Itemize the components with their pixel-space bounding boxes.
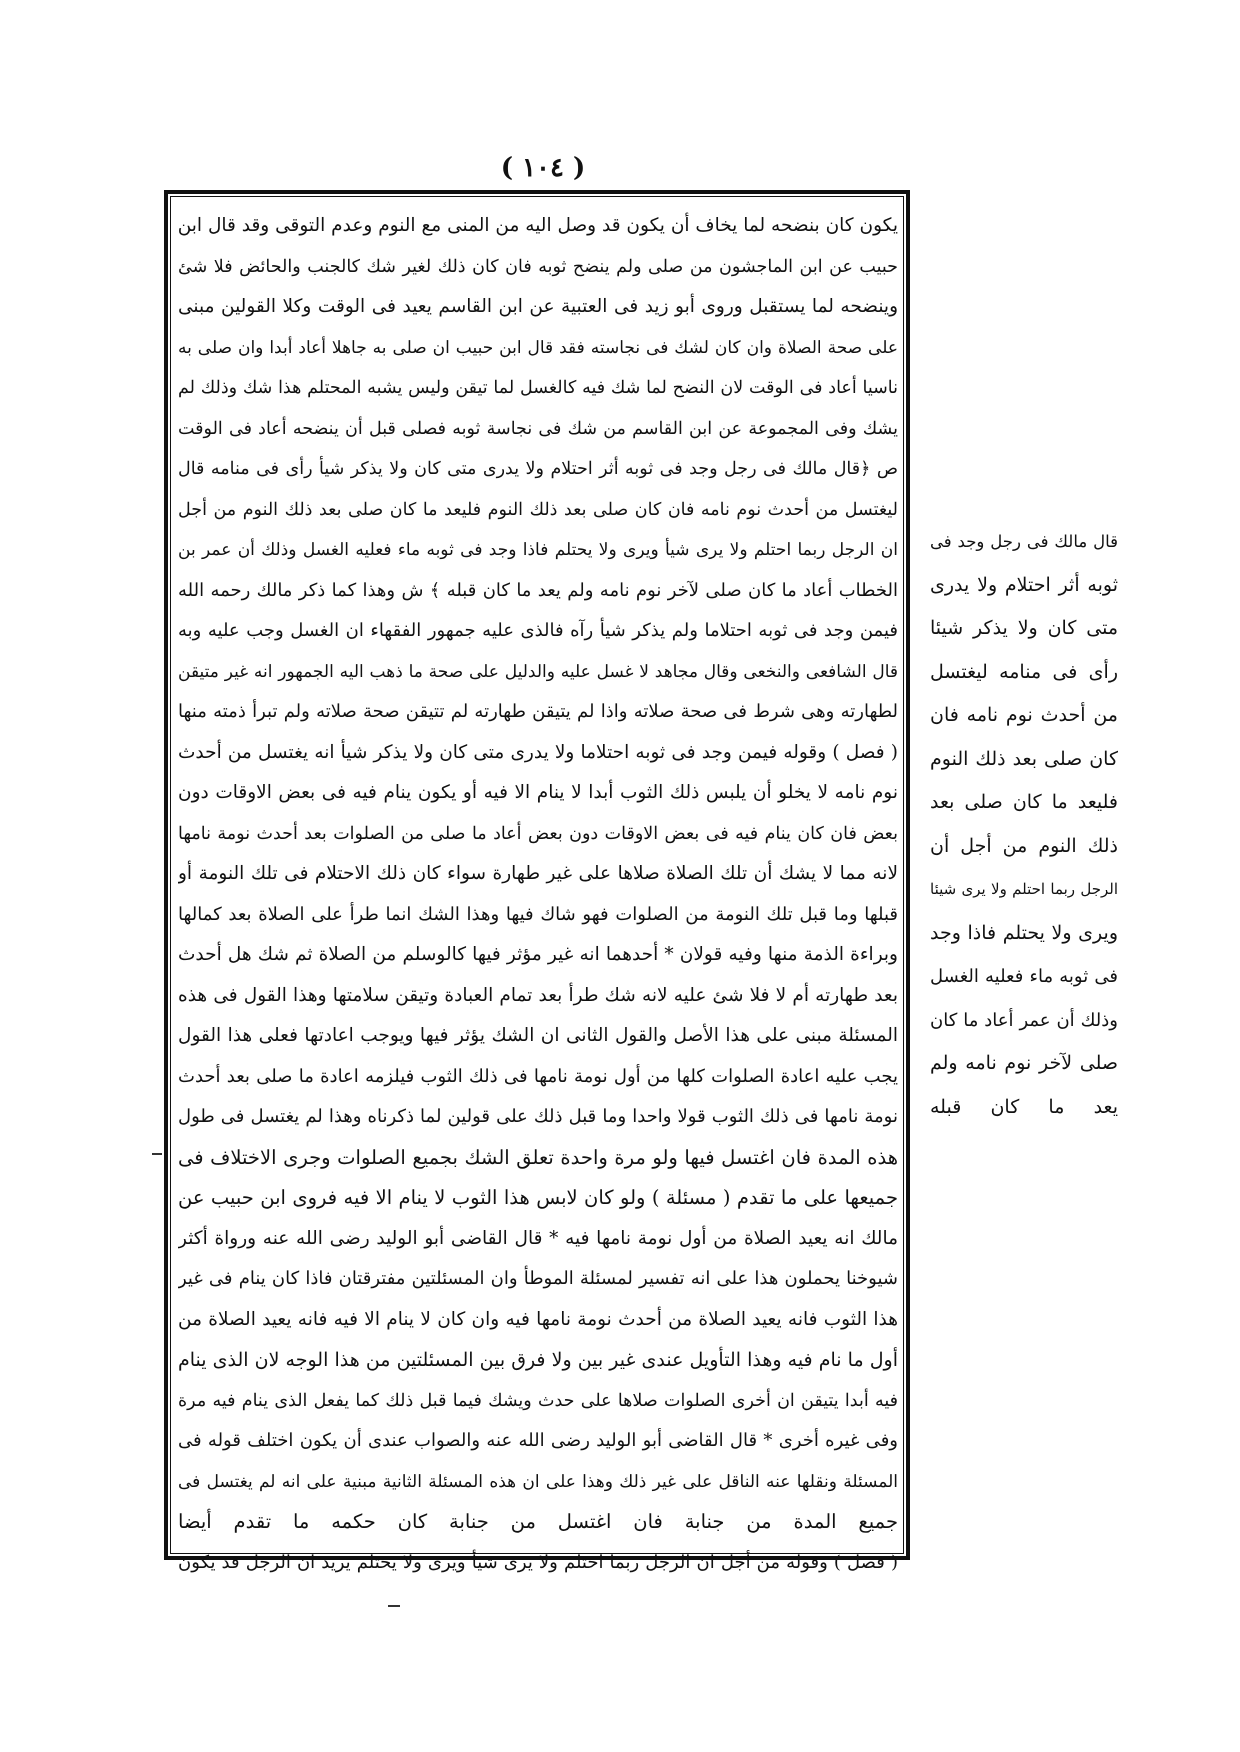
text-line: ( فصل ) وقوله فيمن وجد فى ثوبه احتلاما ولا يدرى متى كان ولا يذكر شيأ انه يغتسل من أحدث [178, 741, 898, 763]
text-line: هذه المدة فان اغتسل فيها ولو مرة واحدة تعلق الشك بجميع الصلوات وجرى الاختلاف فى [178, 1145, 898, 1169]
scan-mark [152, 1153, 162, 1155]
text-line: نومة نامها فى ذلك الثوب قولا واحدا وما قبل ذلك على قولين لما ذكرناه وهذا لم يغتسل فى طول [178, 1106, 898, 1127]
margin-line: من أحدث نوم نامه فان [930, 704, 1118, 726]
margin-line: فليعد ما كان صلى بعد [930, 791, 1118, 813]
margin-line: ثوبه أثر احتلام ولا يدرى [930, 573, 1118, 596]
text-line: ص ﴿قال مالك فى رجل وجد فى ثوبه أثر احتلام ولا يدرى متى كان ولا يذكر شيأ رأى فى منامه قال [178, 459, 898, 479]
text-line: جميعها على ما تقدم ( مسئلة ) ولو كان لابس هذا الثوب لا ينام الا فيه فروى ابن حبيب عن [178, 1186, 898, 1209]
margin-note-column [930, 520, 1118, 1129]
text-line: وفى غيره أخرى * قال القاضى أبو الوليد رضى الله عنه والصواب عندى أن يكون اختلف قوله فى [178, 1430, 898, 1451]
text-line: الخطاب أعاد ما كان صلى لآخر نوم نامه ولم يعد ما كان قبله ﴾ ش وهذا كما ذكر مالك رحمه الله [178, 579, 898, 601]
text-line: يشك وفى المجموعة عن ابن القاسم من شك فى نجاسة ثوبه فصلى قبل أن ينضحه أعاد فى الوقت [178, 418, 898, 439]
text-line: فيه أبدا يتيقن ان أخرى الصلوات صلاها على حدث ويشك فيما قبل ذلك كما يفعل الذى ينام فيه مرة [178, 1390, 898, 1411]
margin-line: كان صلى بعد ذلك النوم [930, 747, 1118, 770]
text-line: حبيب عن ابن الماجشون من صلى ولم ينضح ثوبه فان كان ذلك لغير شك كالجنب والحائض فلا شئ [178, 256, 898, 277]
margin-line: الرجل ربما احتلم ولا يرى شيئا [930, 880, 1118, 898]
margin-line: ذلك النوم من أجل أن [930, 834, 1118, 857]
text-line: فيمن وجد فى ثوبه احتلاما ولم يذكر شيأ رآه فالذى عليه جمهور الفقهاء ان الغسل وجب عليه وبه [178, 620, 898, 641]
text-line: بعض فان كان ينام فيه فى بعض الاوقات دون بعض أعاد ما صلى من الصلوات بعد أحدث نومة نامها [178, 823, 898, 844]
text-line: جميع المدة من جنابة فان اغتسل من جنابة كان حكمه ما تقدم أيضا [178, 1510, 898, 1533]
margin-line: ويرى ولا يحتلم فاذا وجد [930, 921, 1118, 944]
text-line: يجب عليه اعادة الصلوات كلها من أول نومة نامها فى ذلك الثوب فيلزمه اعادة ما صلى بعد أحدث [178, 1065, 898, 1087]
text-line: قبلها وما قبل تلك النومة من الصلوات فهو شاك فيها وهذا الشك انما طرأ على الصلاة بعد كمالها [178, 903, 898, 925]
text-line: قال الشافعى والنخعى وقال مجاهد لا غسل عليه والدليل على صحة ما ذهب اليه الجمهور انه غير متيقن [178, 661, 898, 682]
text-line: شيوخنا يحملون هذا على انه تفسير لمسئلة الموطأ وان المسئلتين مفترقتان فاذا كان ينام فى غير [178, 1268, 898, 1289]
text-line: لانه مما لا يشك أن تلك الصلاة صلاها على غير طهارة سواء كان ذلك الاحتلام فى تلك النومة أو [178, 863, 898, 884]
text-line: وبراءة الذمة منها وفيه قولان * أحدهما انه غير مؤثر فيها كالوسلم من الصلاة ثم شك هل أحدث [178, 944, 898, 965]
text-line: ليغتسل من أحدث نوم نامه فان كان صلى بعد ذلك النوم فليعد ما كان صلى بعد ذلك النوم من أجل [178, 499, 898, 520]
text-line: أول ما نام فيه وهذا التأويل عندى غير بين ولا فرق بين المسئلتين من هذا الوجه لان الذى ينام [178, 1349, 898, 1371]
margin-line: فى ثوبه ماء فعليه الغسل [930, 966, 1118, 987]
margin-line: صلى لآخر نوم نامه ولم [930, 1052, 1118, 1074]
margin-line: رأى فى منامه ليغتسل [930, 660, 1118, 683]
text-line: المسئلة مبنى على هذا الأصل والقول الثانى ان الشك يؤثر فيها ويوجب اعادتها فعلى هذا القول [178, 1025, 898, 1046]
text-line: ان الرجل ربما احتلم ولا يرى شيأ ويرى ولا يحتلم فاذا وجد فى ثوبه ماء فعليه الغسل وذلك أن عمر بن [178, 540, 898, 560]
margin-line: قال مالك فى رجل وجد فى [930, 532, 1118, 551]
text-line: بعد طهارته أم لا فلا شئ عليه لانه شك طرأ بعد تمام العبادة وتيقن سلامتها وهذا القول فى هذه [178, 984, 898, 1006]
text-line: لطهارته وهى شرط فى صحة صلاته واذا لم يتيقن طهارته لم تتيقن صحة صلاته ولم تبرأ ذمته منها [178, 701, 898, 722]
text-line: مالك انه يعيد الصلاة من أول نومة نامها فيه * قال القاضى أبو الوليد رضى الله عنه ورواة أكثر [178, 1227, 898, 1249]
text-line: وينضحه لما يستقبل وروى أبو زيد فى العتبية عن ابن القاسم يعيد فى الوقت وكلا القولين مبنى [178, 296, 898, 317]
text-line: يكون كان بنضحه لما يخاف أن يكون قد وصل اليه من المنى مع النوم وعدم التوقى وقد قال ابن [178, 215, 898, 236]
main-text-column [178, 206, 898, 1573]
text-line: نوم نامه لا يخلو أن يلبس ذلك الثوب أبدا لا ينام الا فيه أو يكون ينام فيه فى بعض الاوقات دون [178, 782, 898, 803]
page-number: ( ١٠٤ ) [500, 153, 586, 183]
margin-line: يعد ما كان قبله [930, 1095, 1118, 1118]
scan-mark [388, 1605, 400, 1607]
margin-line: متى كان ولا يذكر شيئا [930, 617, 1118, 639]
text-line: ناسيا أعاد فى الوقت لان النضح لما شك فيه كالغسل لما تيقن وليس يشبه المحتلم هذا شك وذلك لم [178, 378, 898, 398]
text-line: ( فصل ) وقوله من أجل ان الرجل ربما احتلم ولا يرى شيأ ويرى ولا يحتلم يريد ان الرجل قد يكون [178, 1551, 898, 1573]
text-line: هذا الثوب فانه يعيد الصلاة من أحدث نومة نامها فيه وان كان لا ينام الا فيه فانه يعيد الصلاة من [178, 1308, 898, 1330]
text-line: المسئلة ونقلها عنه الناقل على غير ذلك وهذا على ان هذه المسئلة الثانية مبنية على انه لم يغتسل فى [178, 1471, 898, 1492]
margin-line: وذلك أن عمر أعاد ما كان [930, 1009, 1118, 1031]
text-line: على صحة الصلاة وان كان لشك فى نجاسته فقد قال ابن حبيب ان صلى به جاهلا أعاد أبدا وان صلى به [178, 337, 898, 358]
